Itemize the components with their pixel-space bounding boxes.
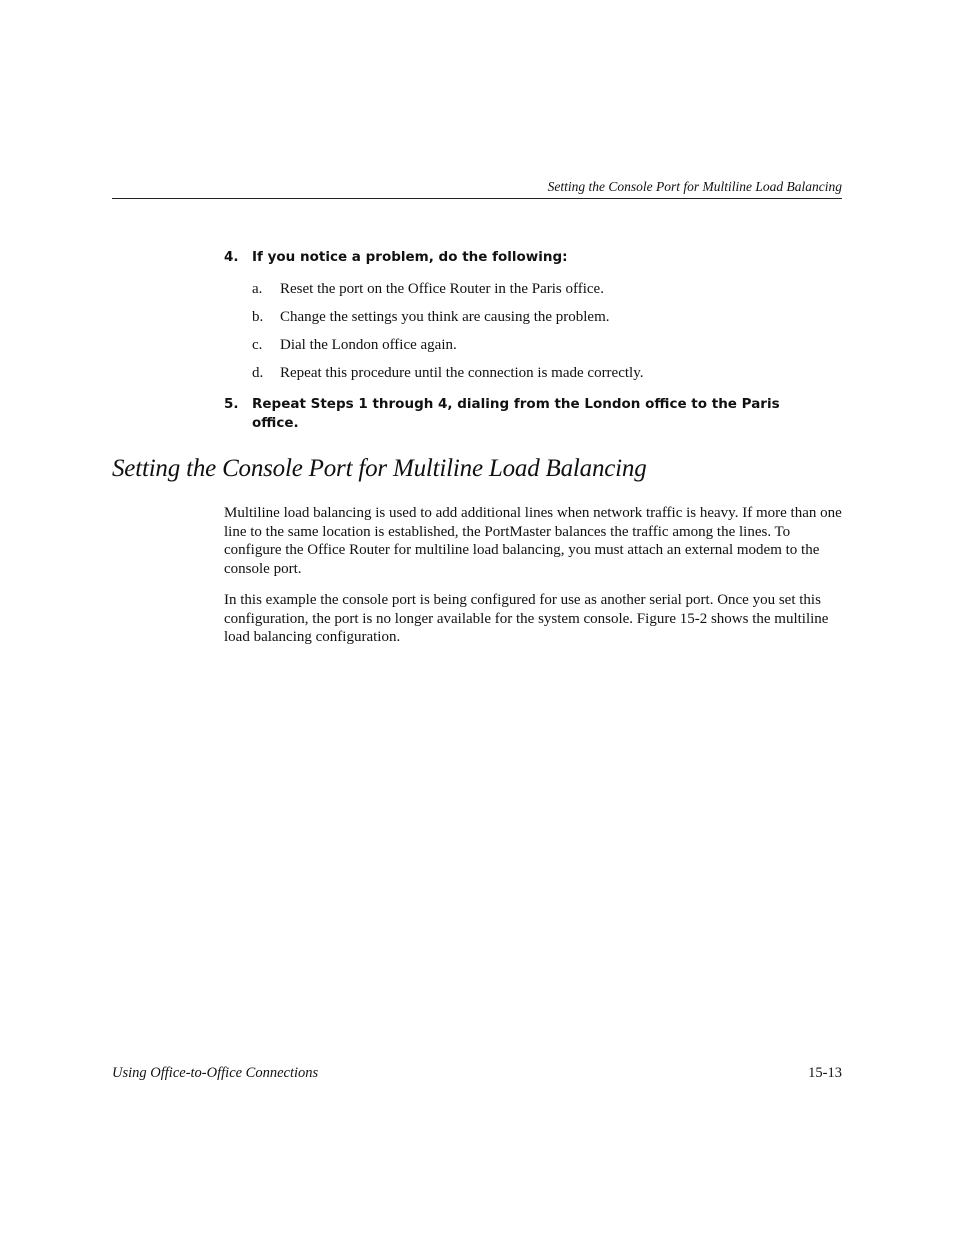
substep-text: Dial the London office again. bbox=[280, 337, 457, 353]
substep-letter: a. bbox=[252, 281, 263, 297]
substep-letter: b. bbox=[252, 309, 264, 325]
footer-page-number: 15-13 bbox=[808, 1065, 842, 1081]
substep-letter: c. bbox=[252, 337, 263, 353]
substep-text: Reset the port on the Office Router in the Paris office. bbox=[280, 281, 604, 297]
body-paragraph-2: In this example the console port is being configured for use as another serial port. Once you set this configuration, the port is no longer available for the system console. Figure 15-2 shows the multiline load balancing configuration. bbox=[224, 592, 829, 646]
step-number: 4. bbox=[224, 249, 239, 265]
substep-letter: d. bbox=[252, 365, 264, 381]
header-rule bbox=[112, 198, 842, 199]
section-heading: Setting the Console Port for Multiline Load Balancing bbox=[112, 455, 647, 482]
substep-text: Repeat this procedure until the connection is made correctly. bbox=[280, 365, 644, 381]
step-number: 5. bbox=[224, 396, 239, 412]
footer-book-title: Using Office-to-Office Connections bbox=[112, 1065, 319, 1081]
substep-text: Change the settings you think are causing the problem. bbox=[280, 309, 610, 325]
running-header-title: Setting the Console Port for Multiline Load Balancing bbox=[547, 179, 842, 194]
step-text: Repeat Steps 1 through 4, dialing from the London office to the Paris office. bbox=[252, 396, 780, 431]
step-text: If you notice a problem, do the following: bbox=[252, 249, 568, 265]
body-paragraph-1: Multiline load balancing is used to add additional lines when network traffic is heavy. If more than one line to the same location is established, the PortMaster balances the traffic among the lines. To configure the Office Router for multiline load balancing, you must attach an external modem to the console port. bbox=[224, 505, 842, 578]
